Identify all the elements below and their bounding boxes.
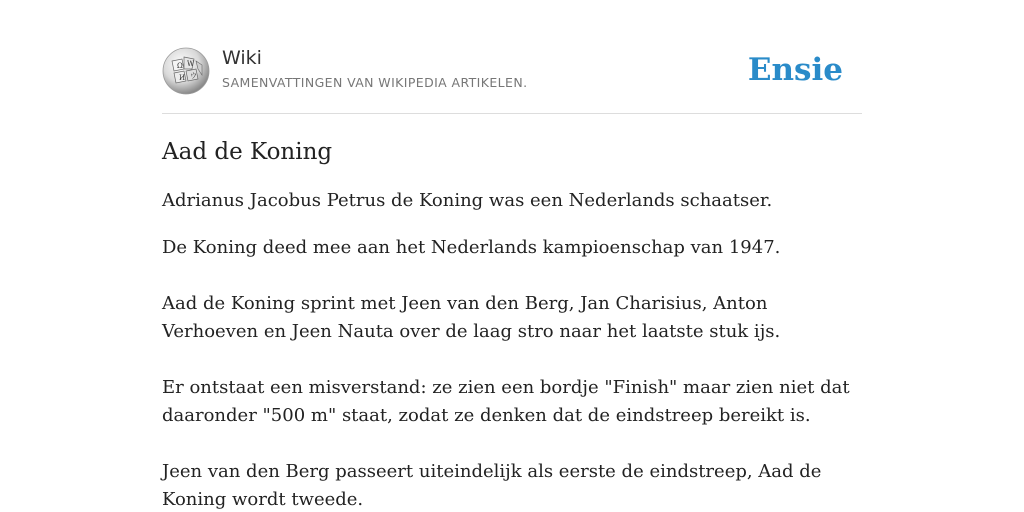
- svg-text:И: И: [179, 74, 186, 82]
- brand-logo[interactable]: Ensie: [747, 52, 843, 88]
- article-paragraph: De Koning deed mee aan het Nederlands kampioenschap van 1947.: [162, 237, 781, 258]
- article: [162, 137, 862, 512]
- article-paragraph: Jeen van den Berg passeert uiteindelijk als eerste de eindstreep, Aad de Koning wordt tweede.: [162, 461, 822, 510]
- wikipedia-globe-icon[interactable]: [162, 47, 210, 95]
- header: [162, 46, 862, 98]
- svg-text:W: W: [187, 60, 195, 68]
- site-title[interactable]: Wiki: [222, 47, 262, 69]
- article-lead: Adrianus Jacobus Petrus de Koning was een Nederlands schaatser.: [162, 190, 773, 211]
- svg-text:ウ: ウ: [190, 72, 197, 80]
- site-tagline: SAMENVATTINGEN VAN WIKIPEDIA ARTIKELEN.: [222, 75, 528, 90]
- svg-text:Ω: Ω: [177, 62, 183, 70]
- article-title: Aad de Koning: [162, 139, 333, 165]
- wikipedia-globe-icon-graphic: [162, 47, 210, 95]
- header-divider: [162, 113, 862, 114]
- article-paragraph: Er ontstaat een misverstand: ze zien een bordje "Finish" maar zien niet dat daaronder "500 m" staat, zodat ze denken dat de eindstreep bereikt is.: [162, 377, 850, 426]
- article-paragraph: Aad de Koning sprint met Jeen van den Berg, Jan Charisius, Anton Verhoeven en Jeen Nauta over de laag stro naar het laatste stuk ijs.: [162, 293, 781, 342]
